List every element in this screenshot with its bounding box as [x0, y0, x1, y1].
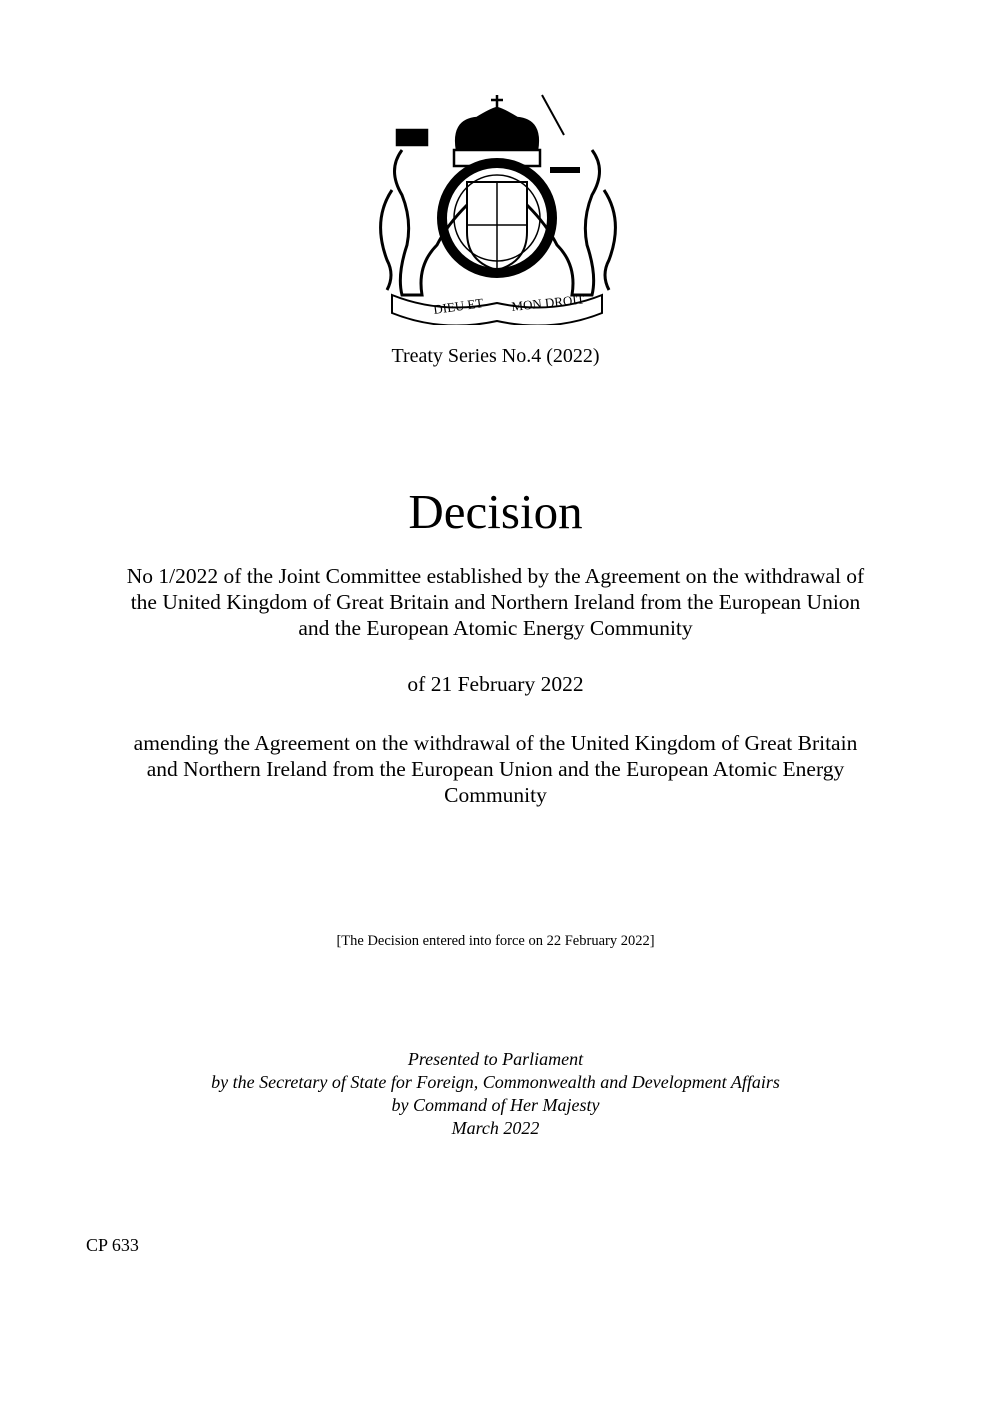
svg-text:MON DROIT: MON DROIT	[510, 291, 586, 314]
command-paper-number: CP 633	[86, 1235, 139, 1255]
amending-statement	[0, 730, 991, 808]
svg-text:DIEU ET: DIEU ET	[432, 295, 485, 317]
decision-date: of 21 February 2022	[407, 672, 584, 696]
presented-line: Presented to Parliament	[407, 1049, 584, 1069]
treaty-series-number: Treaty Series No.4 (2022)	[391, 345, 600, 367]
amending-line: and Northern Ireland from the European Union and the European Atomic Energy	[146, 757, 845, 781]
presentation-statement	[0, 1048, 991, 1140]
amending-line: amending the Agreement on the withdrawal of the United Kingdom of Great Britain	[133, 731, 858, 755]
presented-line: by Command of Her Majesty	[391, 1095, 600, 1115]
document-title: Decision	[408, 484, 583, 539]
description-line: No 1/2022 of the Joint Committee established by the Agreement on the withdrawal of	[126, 564, 865, 588]
decision-description	[0, 563, 991, 641]
presented-line: March 2022	[451, 1118, 540, 1138]
entry-into-force-note: [The Decision entered into force on 22 February 2022]	[336, 933, 655, 949]
description-line: the United Kingdom of Great Britain and Northern Ireland from the European Union	[130, 590, 861, 614]
amending-line: Community	[444, 783, 547, 807]
royal-coat-of-arms-logo	[372, 90, 622, 325]
presented-line: by the Secretary of State for Foreign, Commonwealth and Development Affairs	[211, 1072, 780, 1092]
description-line: and the European Atomic Energy Community	[298, 616, 693, 640]
